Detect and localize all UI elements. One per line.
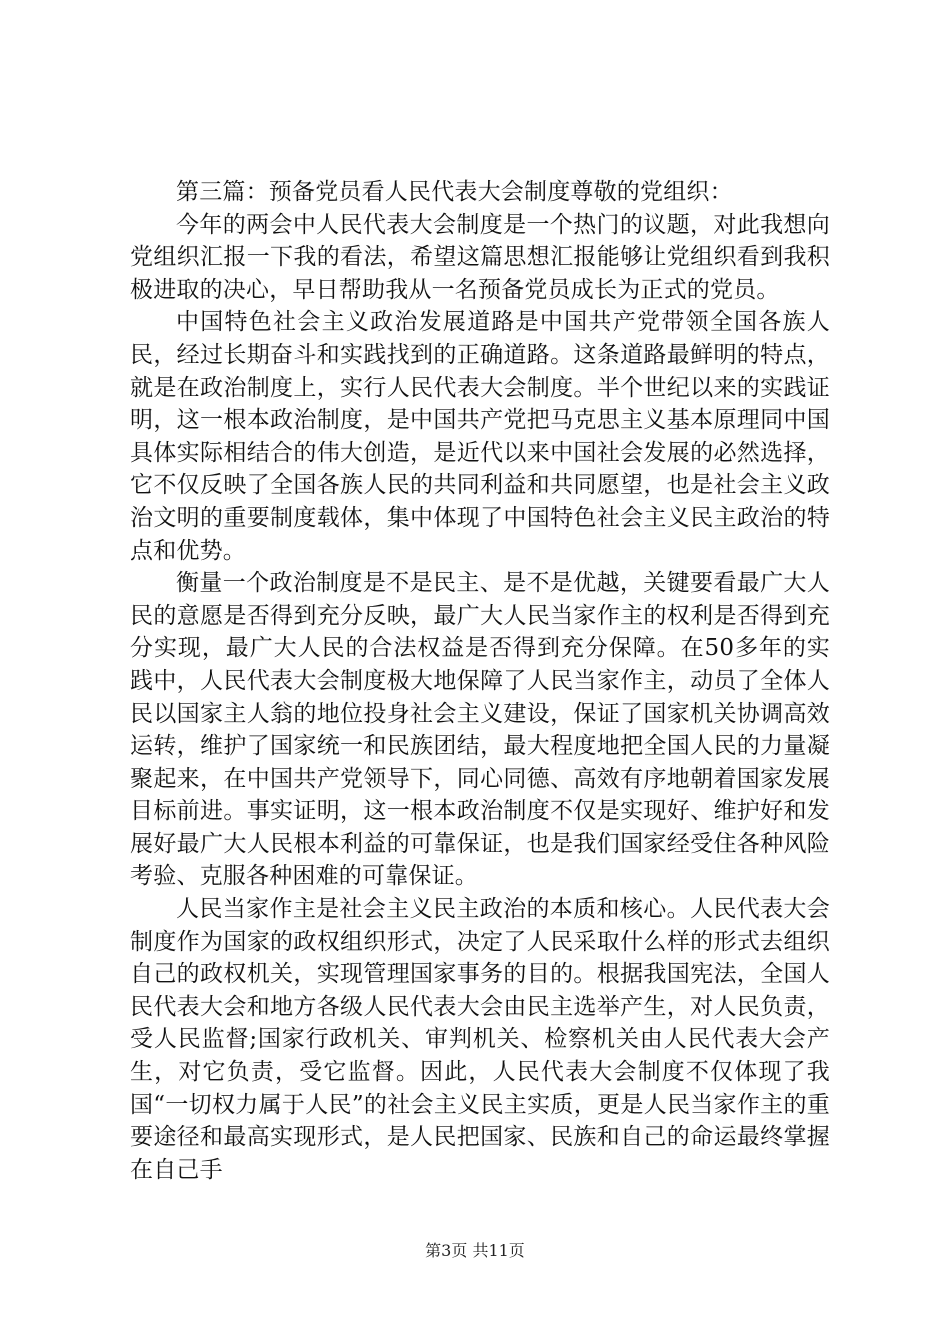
paragraph-intro: 今年的两会中人民代表大会制度是一个热门的议题，对此我想向党组织汇报一下我的看法，希望这篇思想汇报能够让党组织看到我积极进取的决心，早日帮助我从一名预备党员成长为正式的党员。 [130, 211, 830, 303]
paragraph-measure-democracy: 衡量一个政治制度是不是民主、是不是优越，关键要看最广大人民的意愿是否得到充分反映，最广大人民当家作主的权利是否得到充分实现，最广大人民的合法权益是否得到充分保障。在50多年的实践中，人民代表大会制度极大地保障了人民当家作主，动员了全体人民以国家主人翁的地位投身社会主义建设，保证了国家机关协调高效运转，维护了国家统一和民族团结，最大程度地把全国人民的力量凝聚起来，在中国共产党领导下，同心同德、高效有序地朝着国家发展目标前进。事实证明，这一根本政治制度不仅是实现好、维护好和发展好最广大人民根本利益的可靠保证，也是我们国家经受住各种风险考验、克服各种困难的可靠保证。 [130, 570, 830, 890]
paragraph-people-masters: 人民当家作主是社会主义民主政治的本质和核心。人民代表大会制度作为国家的政权组织形式，决定了人民采取什么样的形式去组织自己的政权机关，实现管理国家事务的目的。根据我国宪法，全国人民代表大会和地方各级人民代表大会由民主选举产生，对人民负责，受人民监督;国家行政机关、审判机关、检察机关由人民代表大会产生，对它负责，受它监督。因此，人民代表大会制度不仅体现了我国“一切权力属于人民”的社会主义民主实质，更是人民当家作主的重要途径和最高实现形式，是人民把国家、民族和自己的命运最终掌握在自己手 [130, 896, 830, 1183]
paragraph-political-road: 中国特色社会主义政治发展道路是中国共产党带领全国各族人民，经过长期奋斗和实践找到的正确道路。这条道路最鲜明的特点，就是在政治制度上，实行人民代表大会制度。半个世纪以来的实践证明，这一根本政治制度，是中国共产党把马克思主义基本原理同中国具体实际相结合的伟大创造，是近代以来中国社会发展的必然选择，它不仅反映了全国各族人民的共同利益和共同愿望，也是社会主义政治文明的重要制度载体，集中体现了中国特色社会主义民主政治的特点和优势。 [130, 309, 830, 564]
document-body [130, 176, 830, 1186]
page-number-footer: 第3页 共11页 [425, 1241, 525, 1260]
paragraph-title-line: 第三篇：预备党员看人民代表大会制度尊敬的党组织： [176, 179, 733, 205]
